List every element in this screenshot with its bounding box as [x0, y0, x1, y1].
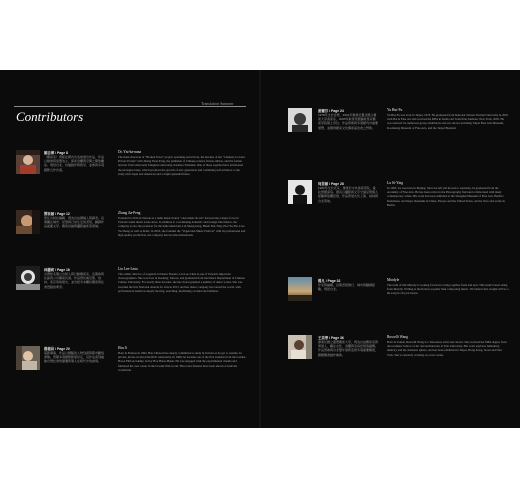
contributor-name-en: Hsu Ji [118, 346, 128, 350]
contributor-photo [288, 335, 312, 359]
contributor-photo [16, 266, 40, 290]
contributor-name-en: Ruscelli Wang [387, 335, 408, 339]
contributor-name-en: Lu Si-Ying [387, 181, 404, 185]
contributor-name-zh: 游蕙芬 / Page 24 [318, 109, 344, 113]
contributor-name-zh: 林麗莉 / Page 16 [44, 268, 70, 272]
contributor-name-en: Mindyle [387, 278, 400, 282]
magazine-spread [0, 70, 520, 428]
contributor-name-zh: 楊德昌 / Page 20 [44, 347, 70, 351]
contributor-bio-en: Born in Tainan, Ruscelli Wang is a Taiwanese artist and curator. She received her MFA degree from the Graduate School of Art and Architecture at Yale University. Her work explores femininity, memory and the domestic sphere, and has been exhibited in Taipei, Hong Kong, Seoul and New York. She is currently working on a new series. [387, 340, 507, 357]
contributor-photo [288, 108, 312, 132]
contributor-bio-zh: 作家與編輯，長期書寫旅行、城市與翻譯經驗，現居台北。 [318, 283, 376, 292]
contributor-bio-en: Founded in 2012 in Taiwan as a indie music brand, "ones music & arts" has become a major force in Taiwan's indie music scene since. In addition to coordinating domestic and foreign folk musics, the company is also the producer for the indie musicians Lin Sheng-bang, Hsieh Yun-Ting, Hou Yu-Yin, Liao Yu-Sheng as well as Rolls. In 2016, she founded the "Vegetarian Music Festival" with its professional and high quality production, the company has become mainstream. [118, 216, 246, 237]
contributor-bio-zh: 電影導演，作品以細膩的人物刻畫與都市觀察著稱。曾獲多項國際影展肯定，其作品深刻描繪台灣社會的變遷與個人在時代中的處境。 [44, 351, 105, 364]
header-rule [14, 106, 246, 107]
contributor-bio-en: Born in Fuzhou in 1962, Hsu Chiawei has deeply committed to study in Taiwan as he got to resume. In private, he has received his ROC nationality. In 1998, he became one of the first students from the Golden Horse Film Academy, led by Hou Hsiao-Hsien. He was engaged with the experimental cinema and furthered his own career in the broader film world. His recent features have been shown at festivals worldwide. [118, 351, 246, 372]
right-page [260, 70, 520, 428]
contributor-bio-zh: 曾任出版社編輯，現為自由撰稿人與譯者。長期關注城市、記憶與日常生活的書寫，翻譯作品涵蓋文學、藝術評論與攝影論述等領域。 [44, 216, 105, 229]
contributor-photo [288, 180, 312, 204]
contributor-bio-en: Yu Hui-Fu was born in Taipei, 1978. He graduated from National Taiwan Normal University in 2002 with BA in Fine Art and received his MFA in Studio Art from Pratt Institute, New York, 2005. He was selected for numerous group exhibitions and solo shows including Taipei Fine Arts Museum, Kaohsiung Museum of Fine Arts, and the Taipei Biennial. [387, 113, 509, 130]
contributor-name-zh: 王美華 / Page 36 [318, 336, 344, 340]
contributor-name-en: Zhang Jia-Peng [118, 211, 141, 215]
contributor-bio-zh: 1978年生於台灣，2001年畢業於臺北國立藝術大學美術系，2005年取得英國倫敦皇家藝術學院碩士學位。作品曾參與多項國內外重要展覽，並獲得國家文化藝術基金會之贊助。 [318, 113, 378, 130]
contributor-photo [16, 150, 40, 174]
left-page [0, 70, 260, 428]
contributor-photo [288, 277, 312, 301]
contributor-bio-zh: （藝術家）曾經在國內外各地展出作品，作品以錄像與裝置為主，探索身體與空間之間的關係。現居台北，持續創作與教學，並參與多項國際合作計畫。 [44, 155, 105, 172]
contributor-bio-en: The main character of "Broken Voice" project operating secret lives, the heroine of her "Channel Lovesex Private Events" with Zhang Yuan-Fang, the publisher of Chinese science fiction edition, and the former lecturer from University Tsinghua University, Kaohsiu Transient. One of these together have envisioned the strategies issue, which produces the growth of new generation and continuing self-evidence to the study with Japan and American and a bright splendid future. [118, 155, 245, 176]
contributor-name-zh: 鄧家穎 / Page 12 [44, 212, 70, 216]
contributor-name-en: Yu Hui-Fu [387, 108, 403, 112]
contributor-name-zh: 劉志博 / Page 8 [44, 151, 68, 155]
contributor-bio-zh: 台灣知名獨立出版人與行動藝術家，長期參與社區與公共藝術計畫。作品曾於威尼斯、柏林、東京等地展出，並出版多本關於藝術與社會實踐的專書。 [44, 272, 105, 289]
contributor-name-en: Lin Lee-Lena [118, 267, 138, 271]
contributor-bio-zh: 1983年生於北京，畢業於中央美術學院，後赴德國深造。擅長以攝影與文字交織呈現個人經驗與集體記憶，作品曾展出於上海、柏林與台北等地。 [318, 186, 378, 203]
contributor-photo [16, 210, 40, 234]
page-title: Contributors [16, 109, 84, 124]
contributor-photo [16, 346, 40, 370]
contributor-bio-en: In 1983, Lu was born in Beijing. Since he left and moved to Germany, he graduated from the Academy of Fine Arts. He has been active in the Photography field and collaborated with many contemporary artists. His work has been exhibited at the Shanghai Museum of Fine Arts, Berlin's Kunsthaus, and major museums in China, Europe and the United States, and he lives and works in Berlin. [387, 186, 505, 207]
contributor-name-zh: 楊凡 / Page 32 [318, 279, 341, 283]
contributor-bio-zh: 畢業於國立臺灣藝術大學，現為自由藝術家與策展人，關注女性、身體與家庭記憶等議題。作品曾參與台北雙年展與亞洲多項重要聯展，獲國藝會創作補助。 [318, 340, 378, 357]
contributor-name-en: Dr. Yiu-ba-nana [118, 150, 142, 154]
contributor-name-zh: 何思穎 / Page 28 [318, 182, 344, 186]
contributor-bio-en: The artistic director of Legend Lin Dance Theatre, Lin Lee-Chen is one of Taiwan's important choreographers. She was born in Keelung, Taiwan, and graduated from the Dance Department of Chinese Culture University. For nearly three decades, she has choreographed a number of dance works. She was awarded the first National Awards for Arts in 2013, and her dance company has toured the world, with performances hailed as deeply moving, searching, meditating on ritual and stillness. [118, 272, 245, 293]
section-label: Translation Summer [201, 101, 234, 106]
contributor-bio-en: The team of this Melody is looking forward to bring together fresh and new. This team's latest string from Melody. Writing is much more popular than composing music. We believe that tonight will be a hit song in all your hearts. [387, 283, 509, 296]
